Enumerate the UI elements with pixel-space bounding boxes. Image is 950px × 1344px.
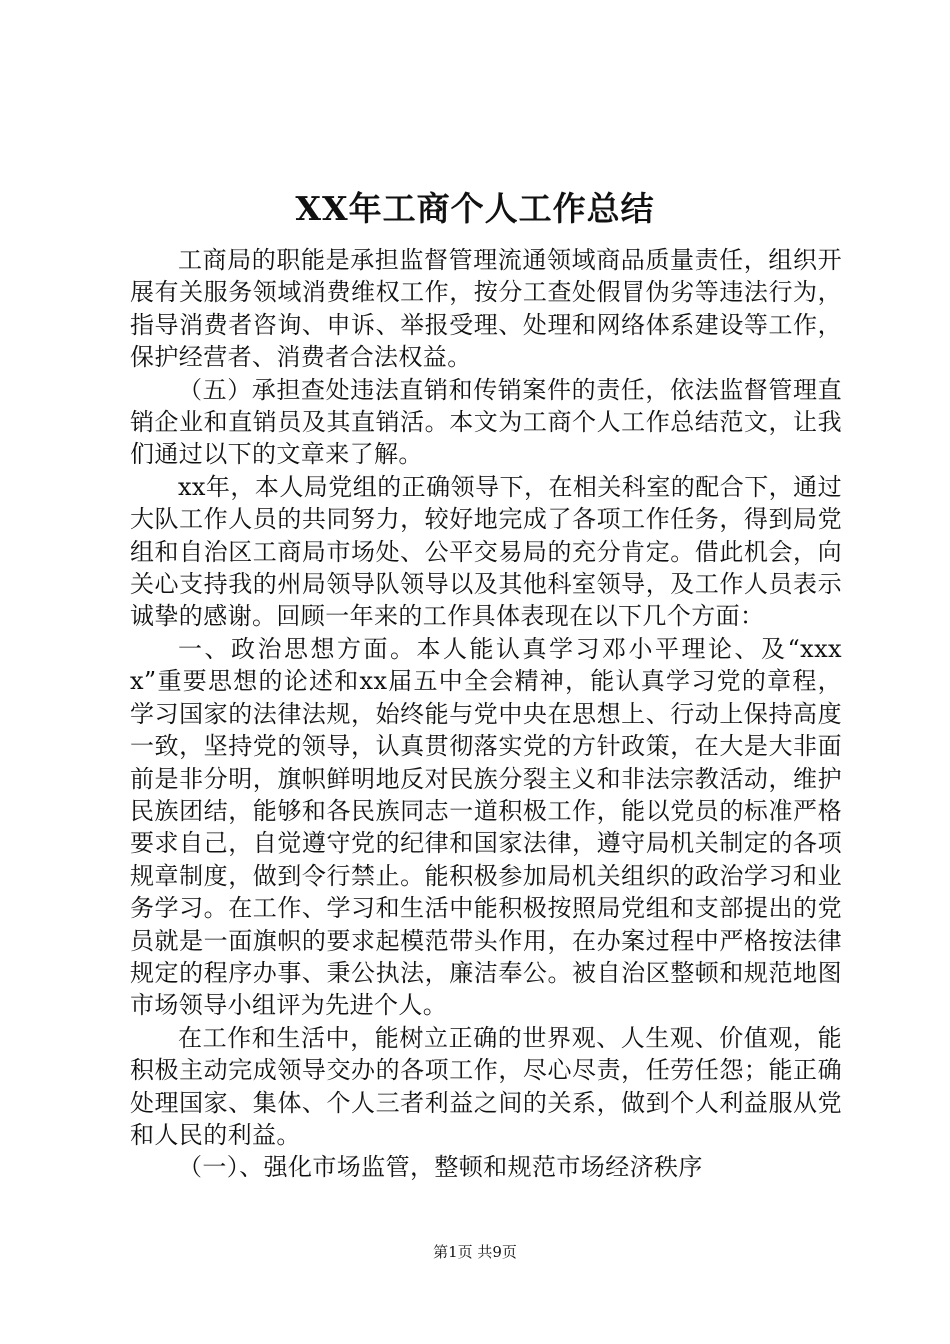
paragraph-intro: 工商局的职能是承担监督管理流通领域商品质量责任，组织开展有关服务领域消费维权工作，按分工查处假冒伪劣等违法行为，指导消费者咨询、申诉、举报受理、处理和网络体系建设等工作，保护经营者、消费者合法权益。 [130,246,842,372]
document-title: XX年工商个人工作总结 [295,189,655,228]
section-heading-market-supervision: （一）、强化市场监管，整顿和规范市场经济秩序 [178,1153,703,1182]
paragraph-year-summary: xx年，本人局党组的正确领导下，在相关科室的配合下，通过大队工作人员的共同努力，较好地完成了各项工作任务，得到局党组和自治区工商局市场处、公平交易局的充分肯定。借此机会，向关心支持我的州局领导队领导以及其他科室领导，及工作人员表示诚挚的感谢。回顾一年来的工作具体表现在以下几个方面： [130,472,842,631]
paragraph-duties-five: （五）承担查处违法直销和传销案件的责任，依法监督管理直销企业和直销员及其直销活。本文为工商个人工作总结范文，让我们通过以下的文章来了解。 [130,375,842,469]
page-footer: 第1页 共9页 [433,1243,517,1261]
document-body [130,244,842,1184]
paragraph-political-thought: 一、政治思想方面。本人能认真学习邓小平理论、及“xxxx”重要思想的论述和xx届五中全会精神，能认真学习党的章程，学习国家的法律法规，始终能与党中央在思想上、行动上保持高度一致，坚持党的领导，认真贯彻落实党的方针政策，在大是大非面前是非分明，旗帜鲜明地反对民族分裂主义和非法宗教活动，维护民族团结，能够和各民族同志一道积极工作，能以党员的标准严格要求自己，自觉遵守党的纪律和国家法律，遵守局机关制定的各项规章制度，做到令行禁止。能积极参加局机关组织的政治学习和业务学习。在工作、学习和生活中能积极按照局党组和支部提出的党员就是一面旗帜的要求起模范带头作用，在办案过程中严格按法律规定的程序办事、秉公执法，廉洁奉公。被自治区整顿和规范地图市场领导小组评为先进个人。 [130,634,842,1020]
paragraph-work-and-life: 在工作和生活中，能树立正确的世界观、人生观、价值观，能积极主动完成领导交办的各项工作，尽心尽责，任劳任怨；能正确处理国家、集体、个人三者利益之间的关系，做到个人利益服从党和人民的利益。 [130,1023,842,1149]
